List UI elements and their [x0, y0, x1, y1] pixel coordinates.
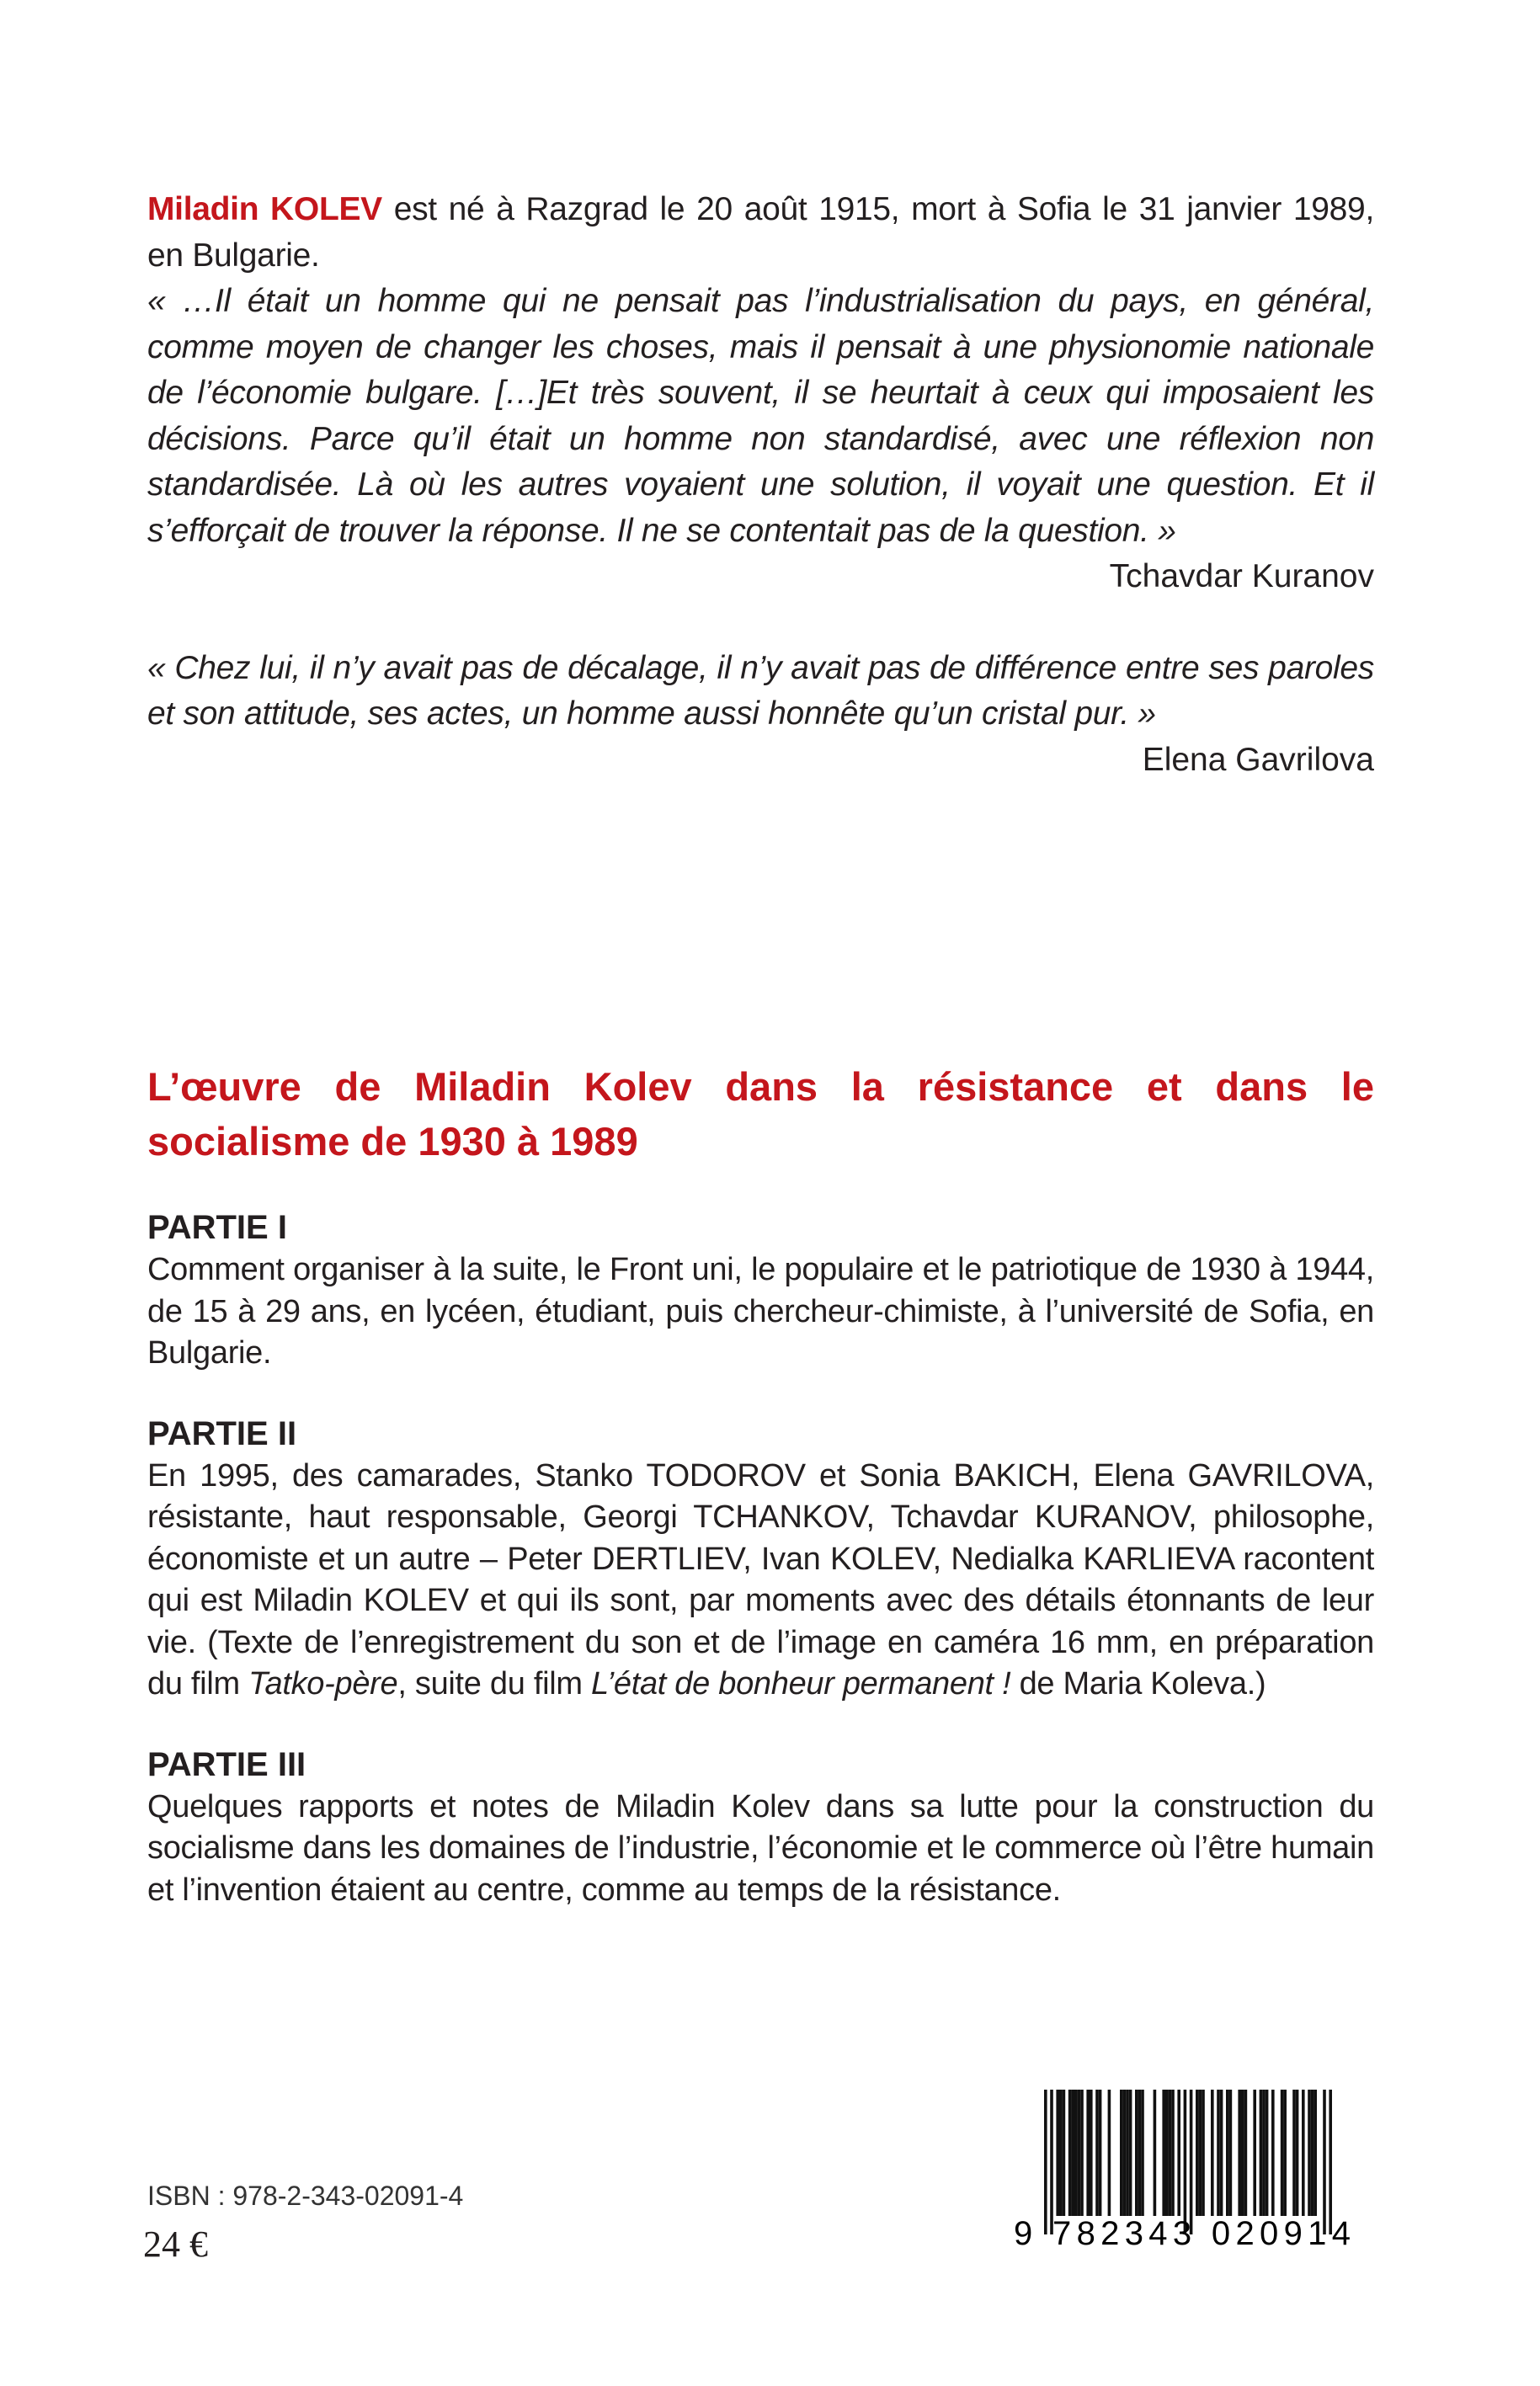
part-title: PARTIE II	[147, 1414, 297, 1452]
quote-text: « …Il était un homme qui ne pensait pas l’industrialisation du pays, en général, comme moyen de changer les choses, mais il pensait à une physionomie nationale de l’économie bulgare. […]Et très souvent, il se heurtait à ceux qui imposaient les décisions. Parce qu’il était un homme non standardisé, avec une réflexion non standardisée. Là où les autres voyaient une solution, il voyait une question. Et il s’efforçait de trouver la réponse. Il ne se contentait pas de la question. »	[147, 283, 1374, 549]
barcode-bar	[1266, 2090, 1269, 2216]
barcode-bar	[1056, 2090, 1059, 2216]
part-2	[147, 1412, 1374, 1706]
barcode-bar	[1044, 2090, 1047, 2234]
barcode-bar	[1108, 2090, 1111, 2216]
barcode-bar	[1063, 2090, 1066, 2216]
barcode	[1010, 2088, 1364, 2248]
barcode-bar	[1296, 2090, 1299, 2216]
barcode-bar	[1244, 2090, 1248, 2216]
barcode-bar	[1099, 2090, 1102, 2216]
barcode-bar	[1123, 2090, 1127, 2216]
barcode-bar	[1311, 2090, 1314, 2216]
barcode-bar	[1080, 2090, 1084, 2216]
barcode-bar	[1323, 2090, 1326, 2234]
barcode-bar	[1199, 2090, 1202, 2216]
barcode-bar	[1141, 2090, 1144, 2216]
part-text: Quelques rapports et notes de Miladin Kolev dans sa lutte pour la construction du socialisme dans les domaines de l’industrie, l’économie et le commerce où l’être humain et l’invention étaient au centre, comme au temps de la résistance.	[147, 1788, 1374, 1908]
barcode-bar	[1068, 2090, 1072, 2216]
barcode-bar	[1314, 2090, 1317, 2216]
barcode-bar	[1241, 2090, 1244, 2216]
author-name: Miladin KOLEV	[147, 191, 382, 227]
barcode-bar	[1292, 2090, 1296, 2216]
barcode-bar	[1165, 2090, 1169, 2216]
barcode-bar	[1162, 2090, 1165, 2216]
barcode-bar	[1135, 2090, 1138, 2216]
contents-section	[147, 1059, 1374, 1911]
barcode-bar	[1177, 2090, 1180, 2216]
barcode-bar	[1302, 2090, 1305, 2216]
text-segment: de Maria Koleva.)	[1010, 1666, 1266, 1702]
barcode-bar	[1169, 2090, 1172, 2216]
barcode-digits: 9 782343 020914	[1014, 2215, 1351, 2248]
barcode-bar	[1074, 2090, 1078, 2216]
part-1	[147, 1206, 1374, 1375]
barcode-bar	[1078, 2090, 1081, 2216]
barcode-bar	[1211, 2090, 1214, 2216]
barcode-bar	[1260, 2090, 1263, 2216]
barcode-bar	[1120, 2090, 1123, 2216]
quote-author: Tchavdar Kuranov	[1109, 558, 1374, 594]
barcode-bar	[1253, 2090, 1256, 2216]
bio-paragraph	[147, 187, 1374, 279]
barcode-bar	[1126, 2090, 1129, 2216]
barcode-bar	[1190, 2090, 1193, 2234]
part-text	[147, 1456, 1374, 1706]
barcode-bar	[1050, 2090, 1053, 2234]
barcode-bar	[1154, 2090, 1157, 2216]
barcode-bar	[1283, 2090, 1287, 2216]
quote-author: Elena Gavrilova	[1142, 741, 1374, 778]
barcode-bar	[1184, 2090, 1187, 2234]
isbn: ISBN : 978-2-343-02091-4	[147, 2181, 464, 2211]
barcode-bar	[1262, 2090, 1266, 2216]
barcode-bar	[1071, 2090, 1074, 2216]
barcode-bar	[1226, 2090, 1229, 2216]
section-heading: L’œuvre de Miladin Kolev dans la résistance et dans le socialisme de 1930 à 1989	[147, 1064, 1374, 1164]
barcode-bar	[1086, 2090, 1090, 2216]
barcode-bar	[1308, 2090, 1311, 2216]
barcode-bar	[1090, 2090, 1093, 2216]
price: 24 €	[143, 2224, 208, 2265]
barcode-bar	[1196, 2090, 1199, 2216]
barcode-bar	[1095, 2090, 1099, 2216]
barcode-bar	[1238, 2090, 1241, 2216]
film-title: L’état de bonheur permanent !	[590, 1666, 1011, 1702]
barcode-bar	[1220, 2090, 1223, 2216]
film-title: Tatko-père	[248, 1666, 398, 1702]
part-text: Comment organiser à la suite, le Front uni, le populaire et le patriotique de 1930 à 1944, de 15 à 29 ans, en lycéen, étudiant, puis chercheur-chimiste, à l’université de Sofia, en Bulgarie.	[147, 1252, 1374, 1371]
barcode-bar	[1217, 2090, 1220, 2216]
bio-text: est né à Razgrad le 20 août 1915, mort à Sofia le 31 janvier 1989, en Bulgarie.	[147, 191, 1374, 274]
barcode-bar	[1129, 2090, 1132, 2216]
part-3	[147, 1743, 1374, 1912]
text-segment: En 1995, des camarades, Stanko TODOROV et Sonia BAKICH, Elena GAVRILOVA, résistante, haut responsable, Georgi TCHANKOV, Tchavdar KURANOV, philosophe, économiste et un autre – Peter DERTLIEV, Ivan KOLEV, Nedialka KARLIEVA racontent qui est Miladin KOLEV et qui ils sont, par moments avec des détails étonnants de leur vie. (Texte de l’enregistrement du son et de l’image en caméra 16 mm, en préparation du film	[147, 1457, 1374, 1702]
quote-text: « Chez lui, il n’y avait pas de décalage, il n’y avait pas de différence entre ses paroles et son attitude, ses actes, un homme aussi honnête qu’un cristal pur. »	[147, 649, 1374, 732]
barcode-bar	[1171, 2090, 1175, 2216]
barcode-bar	[1229, 2090, 1233, 2216]
text-segment: , suite du film	[397, 1666, 591, 1702]
barcode-bar	[1329, 2090, 1332, 2234]
part-title: PARTIE III	[147, 1745, 306, 1783]
bio-section	[147, 187, 1374, 783]
barcode-bar	[1138, 2090, 1142, 2216]
barcode-bar	[1271, 2090, 1275, 2216]
barcode-bar	[1281, 2090, 1284, 2216]
barcode-bar	[1059, 2090, 1063, 2216]
barcode-bar	[1202, 2090, 1205, 2216]
part-title: PARTIE I	[147, 1209, 287, 1246]
